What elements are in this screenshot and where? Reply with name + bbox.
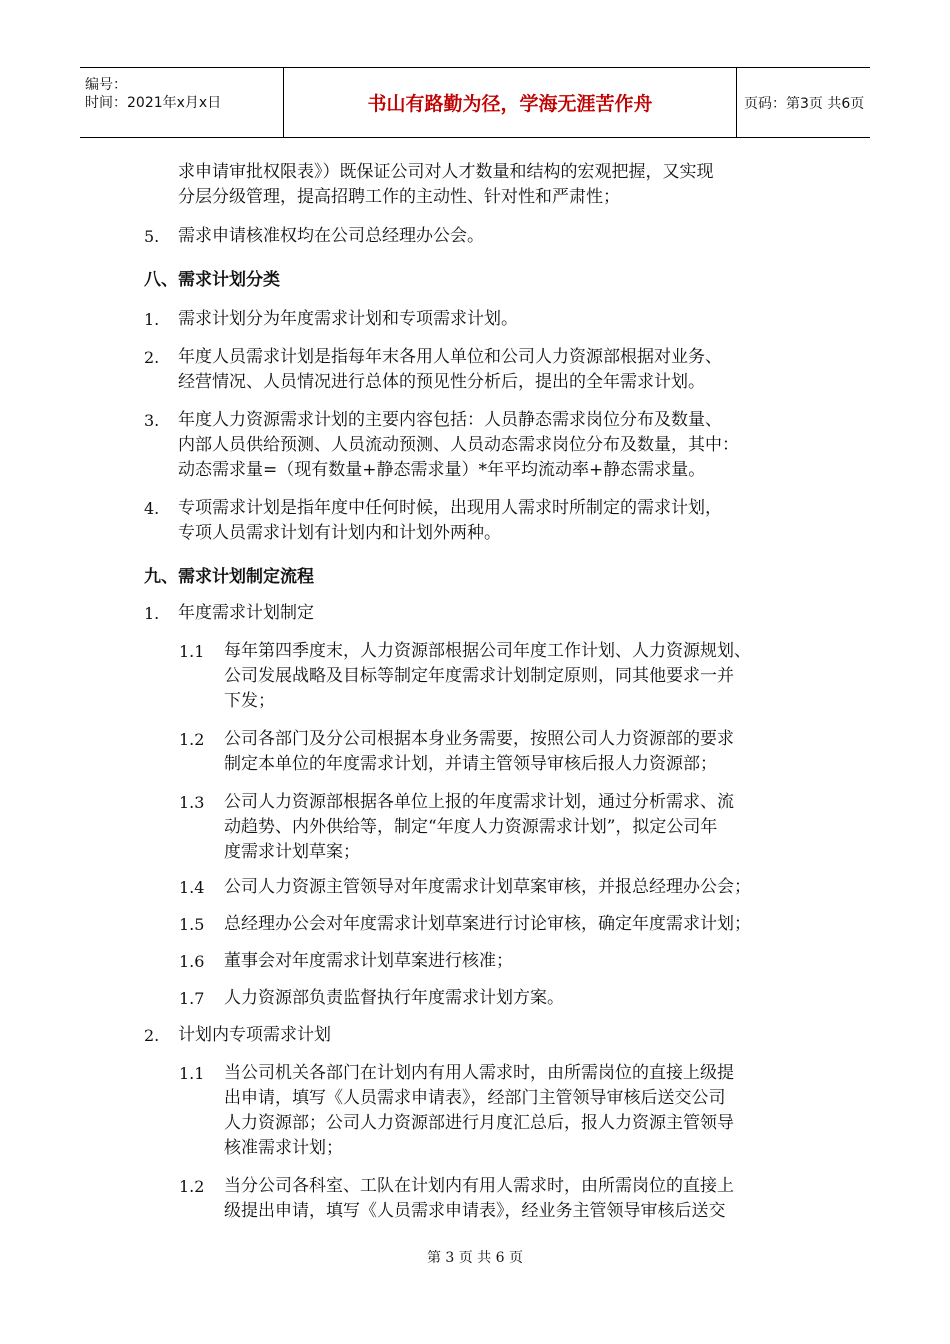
paragraph-line: 核准需求计划； xyxy=(224,1138,343,1158)
paragraph-line: 度需求计划草案； xyxy=(224,842,360,862)
list-number: 1.7 xyxy=(179,989,205,1008)
paragraph-line: 经营情况、人员情况进行总体的预见性分析后，提出的全年需求计划。 xyxy=(178,372,705,392)
paragraph-line: 专项人员需求计划有计划内和计划外两种。 xyxy=(178,523,501,543)
list-number: 1.4 xyxy=(179,878,205,897)
list-number: 2. xyxy=(144,1026,160,1045)
list-number: 1. xyxy=(144,310,160,329)
list-number: 1.5 xyxy=(179,915,205,934)
paragraph-line: 动态需求量=（现有数量+静态需求量）*年平均流动率+静态需求量。 xyxy=(178,460,706,480)
paragraph-line: 公司人力资源主管领导对年度需求计划草案审核，并报总经理办公会； xyxy=(224,877,751,897)
paragraph-line: 公司各部门及分公司根据本身业务需要，按照公司人力资源部的要求 xyxy=(224,729,734,749)
paragraph-line: 动趋势、内外供给等，制定“年度人力资源需求计划”，拟定公司年 xyxy=(224,817,718,837)
section-heading: 九、需求计划制定流程 xyxy=(144,567,314,587)
list-number: 5. xyxy=(144,227,160,246)
section-heading: 八、需求计划分类 xyxy=(144,270,280,290)
list-number: 1. xyxy=(144,604,160,623)
paragraph-line: 计划内专项需求计划 xyxy=(178,1025,331,1045)
paragraph-line: 公司发展战略及目标等制定年度需求计划制定原则，同其他要求一并 xyxy=(224,666,734,686)
header-meta xyxy=(80,68,283,137)
page-footer: 第 3 页 共 6 页 xyxy=(426,1250,524,1266)
paragraph-line: 董事会对年度需求计划草案进行核准； xyxy=(224,951,513,971)
list-number: 1.1 xyxy=(179,1064,205,1083)
paragraph-line: 内部人员供给预测、人员流动预测、人员动态需求岗位分布及数量，其中： xyxy=(178,435,739,455)
header-motto-cell xyxy=(283,68,737,137)
list-number: 1.3 xyxy=(179,793,205,812)
paragraph-line: 分层分级管理，提高招聘工作的主动性、针对性和严肃性； xyxy=(178,187,620,207)
paragraph-line: 制定本单位的年度需求计划，并请主管领导审核后报人力资源部； xyxy=(224,754,717,774)
paragraph-line: 年度人力资源需求计划的主要内容包括：人员静态需求岗位分布及数量、 xyxy=(178,410,722,430)
list-number: 1.1 xyxy=(179,642,205,661)
list-number: 1.2 xyxy=(179,730,205,749)
paragraph-line: 年度人员需求计划是指每年末各用人单位和公司人力资源部根据对业务、 xyxy=(178,347,722,367)
paragraph-line: 级提出申请，填写《人员需求申请表》，经业务主管领导审核后送交 xyxy=(224,1201,726,1221)
list-number: 1.6 xyxy=(179,952,205,971)
paragraph-line: 当分公司各科室、工队在计划内有用人需求时，由所需岗位的直接上 xyxy=(224,1176,734,1196)
paragraph-line: 需求申请核准权均在公司总经理办公会。 xyxy=(178,226,484,246)
list-number: 2. xyxy=(144,348,160,367)
paragraph-line: 当公司机关各部门在计划内有用人需求时，由所需岗位的直接上级提 xyxy=(224,1063,734,1083)
serial-label: 编号： xyxy=(85,77,127,93)
paragraph-line: 出申请，填写《人员需求申请表》，经部门主管领导审核后送交公司 xyxy=(224,1088,726,1108)
page-header xyxy=(80,67,870,138)
paragraph-line: 总经理办公会对年度需求计划草案进行讨论审核，确定年度需求计划； xyxy=(224,914,751,934)
paragraph-line: 求申请审批权限表》）既保证公司对人才数量和结构的宏观把握，又实现 xyxy=(178,162,714,182)
paragraph-line: 人力资源部负责监督执行年度需求计划方案。 xyxy=(224,988,564,1008)
paragraph-line: 人力资源部；公司人力资源部进行月度汇总后，报人力资源主管领导 xyxy=(224,1113,734,1133)
paragraph-line: 公司人力资源部根据各单位上报的年度需求计划，通过分析需求、流 xyxy=(224,792,734,812)
header-page-cell xyxy=(736,68,870,137)
time-label: 时间：2021年x月x日 xyxy=(85,95,222,111)
paragraph-line: 年度需求计划制定 xyxy=(178,603,314,623)
page-number-label: 页码：第3页 共6页 xyxy=(744,95,865,112)
list-number: 4. xyxy=(144,499,160,518)
paragraph-line: 专项需求计划是指年度中任何时候，出现用人需求时所制定的需求计划， xyxy=(178,498,722,518)
list-number: 1.2 xyxy=(179,1177,205,1196)
list-number: 3. xyxy=(144,411,160,430)
paragraph-line: 需求计划分为年度需求计划和专项需求计划。 xyxy=(178,309,518,329)
paragraph-line: 每年第四季度末，人力资源部根据公司年度工作计划、人力资源规划、 xyxy=(224,641,751,661)
paragraph-line: 下发； xyxy=(224,691,275,711)
motto: 书山有路勤为径，学海无涯苦作舟 xyxy=(367,93,653,115)
